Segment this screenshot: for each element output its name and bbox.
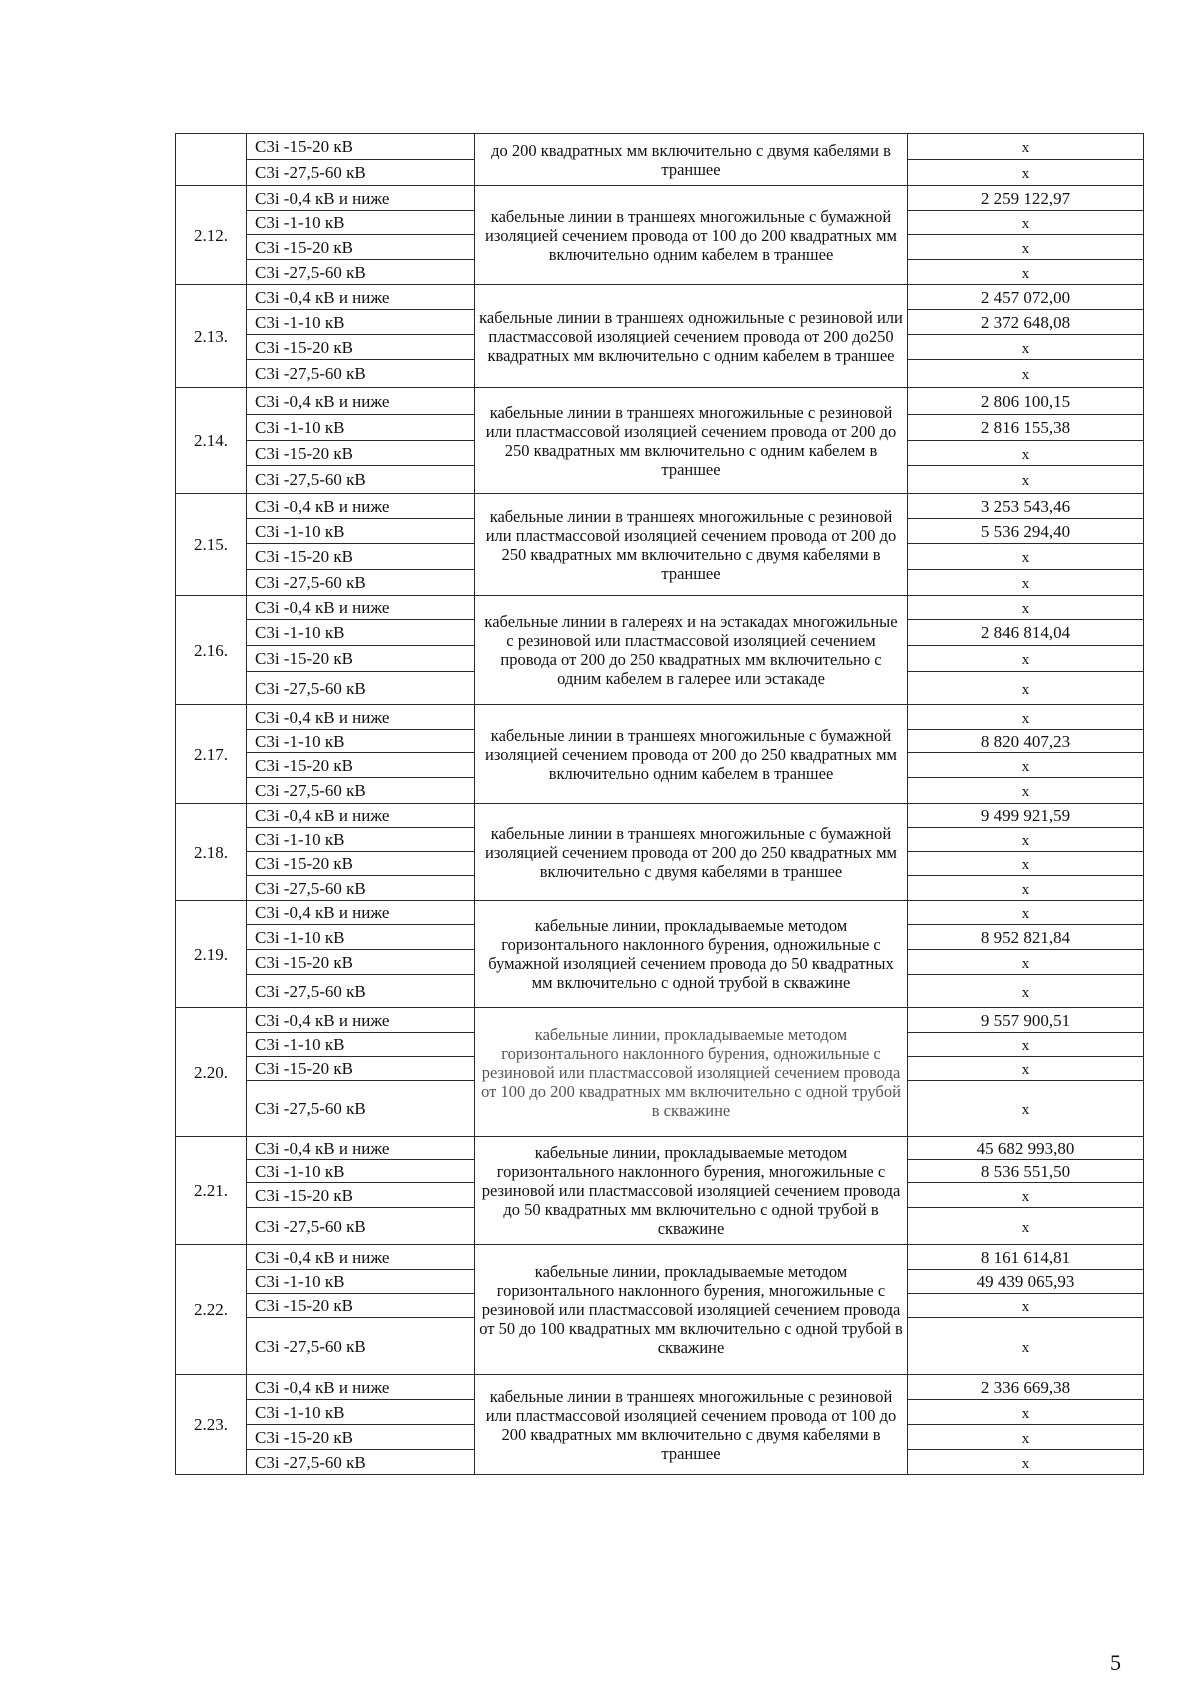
voltage-category: С3i -15-20 кВ (247, 852, 475, 876)
item-number: 2.20. (176, 1008, 247, 1137)
tariff-table-body (176, 134, 1144, 1475)
tariff-value: x (908, 441, 1144, 466)
table-row (176, 494, 1144, 519)
line-description: до 200 квадратных мм включительно с двумя кабелями в траншее (475, 134, 908, 186)
table-row (176, 134, 1144, 160)
voltage-category: С3i -15-20 кВ (247, 1183, 475, 1208)
line-description: кабельные линии в траншеях многожильные с резиновой или пластмассовой изоляцией сечением провода от 100 до 200 квадратных мм включительно с двумя кабелями в траншее (475, 1375, 908, 1475)
voltage-category: С3i -0,4 кВ и ниже (247, 1245, 475, 1270)
tariff-value: x (908, 335, 1144, 360)
tariff-value: x (908, 1450, 1144, 1475)
tariff-value: x (908, 235, 1144, 260)
tariff-value: x (908, 1183, 1144, 1208)
voltage-category: С3i -1-10 кВ (247, 1270, 475, 1294)
voltage-category: С3i -27,5-60 кВ (247, 975, 475, 1008)
table-row (176, 1375, 1144, 1400)
line-description: кабельные линии, прокладываемые методом горизонтального наклонного бурения, многожильные с резиновой или пластмассовой изоляцией сечением провода до 50 квадратных мм включительно с одной трубой в скважине (475, 1137, 908, 1245)
tariff-value: x (908, 646, 1144, 672)
table-row (176, 1245, 1144, 1270)
voltage-category: С3i -15-20 кВ (247, 235, 475, 260)
table-row (176, 596, 1144, 620)
tariff-value: 2 846 814,04 (908, 620, 1144, 646)
page-number: 5 (1110, 1650, 1121, 1675)
voltage-category: С3i -0,4 кВ и ниже (247, 901, 475, 925)
tariff-value: 8 952 821,84 (908, 925, 1144, 950)
line-description: кабельные линии в траншеях многожильные с резиновой или пластмассовой изоляцией сечением провода от 200 до 250 квадратных мм включительно с одним кабелем в траншее (475, 388, 908, 494)
item-number: 2.16. (176, 596, 247, 705)
tariff-value: x (908, 672, 1144, 705)
item-number: 2.17. (176, 705, 247, 804)
tariff-value: x (908, 260, 1144, 285)
tariff-value: 3 253 543,46 (908, 494, 1144, 519)
voltage-category: С3i -1-10 кВ (247, 1160, 475, 1183)
voltage-category: С3i -0,4 кВ и ниже (247, 1008, 475, 1033)
line-description: кабельные линии, прокладываемые методом горизонтального наклонного бурения, одножильные с резиновой или пластмассовой изоляцией сечением провода от 100 до 200 квадратных мм включительно с одной трубой в скважине (475, 1008, 908, 1137)
tariff-value: x (908, 211, 1144, 235)
voltage-category: С3i -27,5-60 кВ (247, 1208, 475, 1245)
tariff-value: 2 336 669,38 (908, 1375, 1144, 1400)
voltage-category: С3i -1-10 кВ (247, 730, 475, 753)
voltage-category: С3i -0,4 кВ и ниже (247, 804, 475, 828)
line-description: кабельные линии в траншеях многожильные с бумажной изоляцией сечением провода от 200 до 250 квадратных мм включительно одним кабелем в траншее (475, 705, 908, 804)
tariff-value: 8 161 614,81 (908, 1245, 1144, 1270)
tariff-value: x (908, 876, 1144, 901)
tariff-value: x (908, 134, 1144, 160)
tariff-value: 5 536 294,40 (908, 519, 1144, 544)
table-row (176, 705, 1144, 730)
table-row (176, 804, 1144, 828)
voltage-category: С3i -0,4 кВ и ниже (247, 596, 475, 620)
line-description: кабельные линии в траншеях одножильные с резиновой или пластмассовой изоляцией сечением провода от 200 до250 квадратных мм включительно с одним кабелем в траншее (475, 285, 908, 388)
voltage-category: С3i -0,4 кВ и ниже (247, 186, 475, 211)
tariff-value: x (908, 1208, 1144, 1245)
table-row (176, 1008, 1144, 1033)
tariff-value: x (908, 1294, 1144, 1318)
tariff-table (175, 133, 1144, 1475)
tariff-value: x (908, 975, 1144, 1008)
item-number: 2.21. (176, 1137, 247, 1245)
voltage-category: С3i -15-20 кВ (247, 1057, 475, 1081)
item-number: 2.14. (176, 388, 247, 494)
voltage-category: С3i -0,4 кВ и ниже (247, 285, 475, 310)
voltage-category: С3i -27,5-60 кВ (247, 160, 475, 186)
tariff-value: x (908, 1081, 1144, 1137)
voltage-category: С3i -15-20 кВ (247, 134, 475, 160)
item-number: 2.18. (176, 804, 247, 901)
item-number: 2.15. (176, 494, 247, 596)
voltage-category: С3i -1-10 кВ (247, 415, 475, 441)
tariff-value: 8 536 551,50 (908, 1160, 1144, 1183)
voltage-category: С3i -15-20 кВ (247, 646, 475, 672)
tariff-value: 2 372 648,08 (908, 310, 1144, 335)
item-number: 2.23. (176, 1375, 247, 1475)
tariff-value: x (908, 160, 1144, 186)
voltage-category: С3i -1-10 кВ (247, 1033, 475, 1057)
line-description: кабельные линии в траншеях многожильные с бумажной изоляцией сечением провода от 100 до 200 квадратных мм включительно одним кабелем в траншее (475, 186, 908, 285)
voltage-category: С3i -0,4 кВ и ниже (247, 1375, 475, 1400)
tariff-value: 9 499 921,59 (908, 804, 1144, 828)
item-number: 2.22. (176, 1245, 247, 1375)
voltage-category: С3i -15-20 кВ (247, 544, 475, 570)
tariff-value: 9 557 900,51 (908, 1008, 1144, 1033)
tariff-value: x (908, 778, 1144, 804)
voltage-category: С3i -0,4 кВ и ниже (247, 494, 475, 519)
voltage-category: С3i -1-10 кВ (247, 310, 475, 335)
voltage-category: С3i -1-10 кВ (247, 211, 475, 235)
voltage-category: С3i -27,5-60 кВ (247, 778, 475, 804)
voltage-category: С3i -15-20 кВ (247, 335, 475, 360)
table-row (176, 901, 1144, 925)
tariff-value: x (908, 950, 1144, 975)
voltage-category: С3i -27,5-60 кВ (247, 360, 475, 388)
table-row (176, 186, 1144, 211)
tariff-value: x (908, 753, 1144, 778)
voltage-category: С3i -27,5-60 кВ (247, 1450, 475, 1475)
tariff-value: x (908, 1425, 1144, 1450)
tariff-value: x (908, 705, 1144, 730)
line-description: кабельные линии в траншеях многожильные с бумажной изоляцией сечением провода от 200 до 250 квадратных мм включительно с двумя кабелями в траншее (475, 804, 908, 901)
table-row (176, 1137, 1144, 1160)
tariff-value: x (908, 852, 1144, 876)
tariff-value: x (908, 1318, 1144, 1375)
voltage-category: С3i -27,5-60 кВ (247, 1318, 475, 1375)
voltage-category: С3i -15-20 кВ (247, 1425, 475, 1450)
item-number: 2.12. (176, 186, 247, 285)
line-description: кабельные линии в траншеях многожильные с резиновой или пластмассовой изоляцией сечением провода от 200 до 250 квадратных мм включительно с двумя кабелями в траншее (475, 494, 908, 596)
item-number: 2.13. (176, 285, 247, 388)
voltage-category: С3i -27,5-60 кВ (247, 466, 475, 494)
line-description: кабельные линии, прокладываемые методом горизонтального наклонного бурения, одножильные с бумажной изоляцией сечением провода до 50 квадратных мм включительно с одной трубой в скважине (475, 901, 908, 1008)
tariff-value: x (908, 360, 1144, 388)
item-number: 2.19. (176, 901, 247, 1008)
table-row (176, 285, 1144, 310)
voltage-category: С3i -0,4 кВ и ниже (247, 388, 475, 415)
voltage-category: С3i -27,5-60 кВ (247, 260, 475, 285)
tariff-value: 45 682 993,80 (908, 1137, 1144, 1160)
tariff-value: 2 816 155,38 (908, 415, 1144, 441)
voltage-category: С3i -27,5-60 кВ (247, 876, 475, 901)
voltage-category: С3i -15-20 кВ (247, 1294, 475, 1318)
tariff-value: 2 457 072,00 (908, 285, 1144, 310)
tariff-value: x (908, 1400, 1144, 1425)
voltage-category: С3i -1-10 кВ (247, 620, 475, 646)
tariff-value: 49 439 065,93 (908, 1270, 1144, 1294)
line-description: кабельные линии в галереях и на эстакадах многожильные с резиновой или пластмассовой изоляцией сечением провода от 200 до 250 квадратных мм включительно с одним кабелем в галерее или эстакаде (475, 596, 908, 705)
line-description: кабельные линии, прокладываемые методом горизонтального наклонного бурения, многожильные с резиновой или пластмассовой изоляцией сечением провода от 50 до 100 квадратных мм включительно с одной трубой в скважине (475, 1245, 908, 1375)
item-number (176, 134, 247, 186)
tariff-value: x (908, 596, 1144, 620)
tariff-value: x (908, 901, 1144, 925)
voltage-category: С3i -15-20 кВ (247, 753, 475, 778)
voltage-category: С3i -15-20 кВ (247, 441, 475, 466)
tariff-value: 2 806 100,15 (908, 388, 1144, 415)
tariff-value: 8 820 407,23 (908, 730, 1144, 753)
voltage-category: С3i -0,4 кВ и ниже (247, 705, 475, 730)
table-row (176, 388, 1144, 415)
voltage-category: С3i -1-10 кВ (247, 925, 475, 950)
voltage-category: С3i -15-20 кВ (247, 950, 475, 975)
tariff-value: x (908, 1033, 1144, 1057)
tariff-value: x (908, 828, 1144, 852)
voltage-category: С3i -27,5-60 кВ (247, 672, 475, 705)
voltage-category: С3i -1-10 кВ (247, 519, 475, 544)
voltage-category: С3i -1-10 кВ (247, 1400, 475, 1425)
tariff-value: 2 259 122,97 (908, 186, 1144, 211)
voltage-category: С3i -27,5-60 кВ (247, 570, 475, 596)
tariff-value: x (908, 570, 1144, 596)
tariff-value: x (908, 466, 1144, 494)
tariff-value: x (908, 544, 1144, 570)
voltage-category: С3i -27,5-60 кВ (247, 1081, 475, 1137)
voltage-category: С3i -0,4 кВ и ниже (247, 1137, 475, 1160)
voltage-category: С3i -1-10 кВ (247, 828, 475, 852)
tariff-value: x (908, 1057, 1144, 1081)
